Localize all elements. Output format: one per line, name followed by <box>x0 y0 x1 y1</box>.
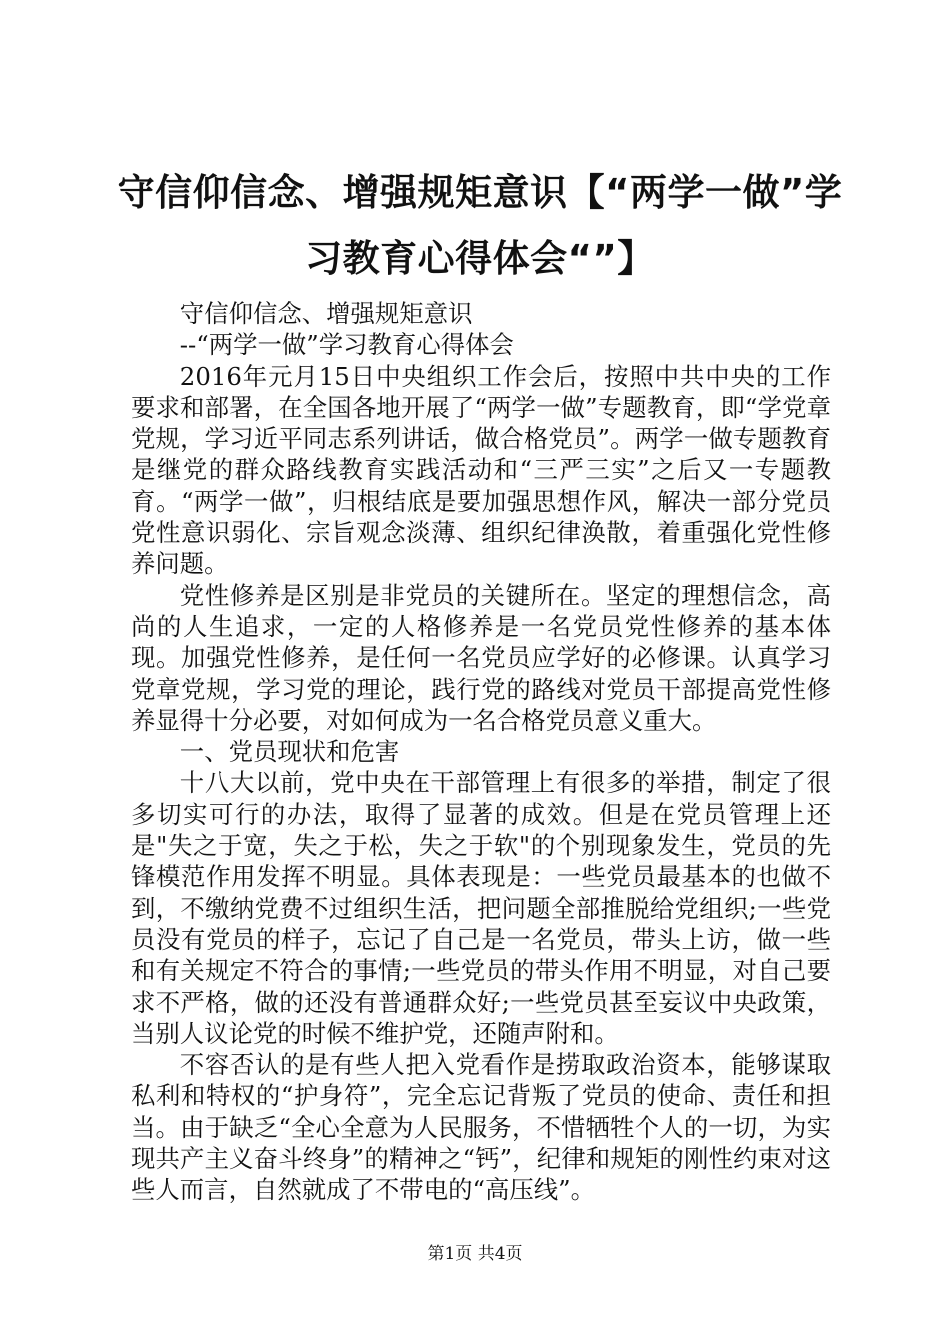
document-title <box>110 160 850 292</box>
body-paragraph: 2016年元月15日中央组织工作会后，按照中共中央的工作要求和部署，在全国各地开展了“两学一做”专题教育，即“学党章党规，学习近平同志系列讲话，做合格党员”。两学一做专题教育是继党的群众路线教育实践活动和“三严三实”之后又一专题教育。“两学一做”，归根结底是要加强思想作风，解决一部分党员党性意识弱化、宗旨观念淡薄、组织纪律涣散，着重强化党性修养问题。 <box>131 361 831 579</box>
body-paragraph: 十八大以前，党中央在干部管理上有很多的举措，制定了很多切实可行的办法，取得了显著的成效。但是在党员管理上还是"失之于宽，失之于松，失之于软"的个别现象发生，党员的先锋模范作用发挥不明显。具体表现是：一些党员最基本的也做不到，不缴纳党费不过组织生活，把问题全部推脱给党组织;一些党员没有党员的样子，忘记了自己是一名党员，带头上访，做一些和有关规定不符合的事情;一些党员的带头作用不明显，对自己要求不严格，做的还没有普通群众好;一些党员甚至妄议中央政策，当别人议论党的时候不维护党，还随声附和。 <box>131 768 831 1048</box>
body-paragraph: 党性修养是区别是非党员的关键所在。坚定的理想信念，高尚的人生追求，一定的人格修养是一名党员党性修养的基本体现。加强党性修养，是任何一名党员应学好的必修课。认真学习党章党规，学习党的理论，践行党的路线对党员干部提高党性修养显得十分必要，对如何成为一名合格党员意义重大。 <box>131 580 831 735</box>
document-body <box>131 298 831 1206</box>
body-paragraph: 不容否认的是有些人把入党看作是捞取政治资本，能够谋取私利和特权的“护身符”，完全忘记背叛了党员的使命、责任和担当。由于缺乏“全心全意为人民服务，不惜牺牲个人的一切，为实现共产主义奋斗终身”的精神之“钙”，纪律和规矩的刚性约束对这些人而言，自然就成了不带电的“高压线”。 <box>131 1050 831 1205</box>
section-heading: 一、党员现状和危害 <box>179 737 400 767</box>
title-line-2: 习教育心得体会“”】 <box>305 237 655 280</box>
subtitle-heading: 守信仰信念、增强规矩意识 <box>179 299 473 328</box>
title-line-1: 守信仰信念、增强规矩意识【“两学一做”学 <box>117 171 843 214</box>
page-footer: 第1页 共4页 <box>427 1244 523 1264</box>
subtitle-subheading: --“两学一做”学习教育心得体会 <box>179 330 514 360</box>
